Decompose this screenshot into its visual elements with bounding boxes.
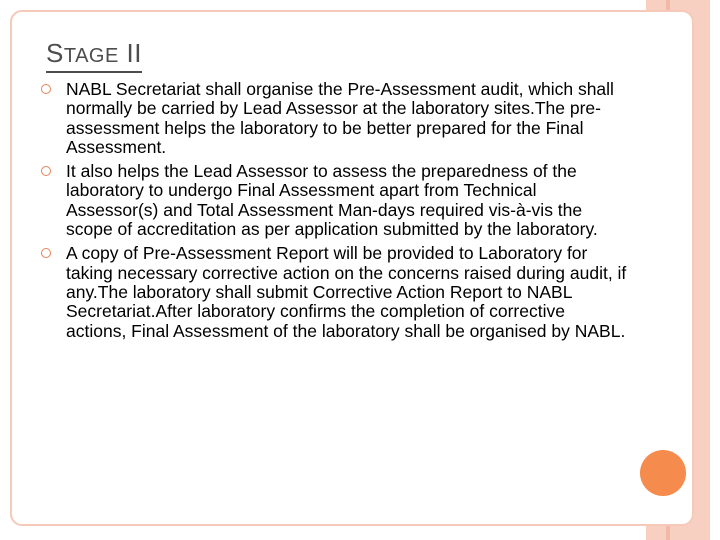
slide-title-numeral: II	[126, 38, 142, 68]
slide-title-rest: TAGE	[63, 45, 119, 67]
slide-title-initial: S	[46, 38, 64, 68]
list-item	[40, 244, 630, 340]
list-item	[40, 162, 630, 239]
list-item	[40, 80, 630, 157]
decorative-circle	[640, 450, 686, 496]
bullet-circle-icon	[41, 84, 51, 94]
bullet-text: It also helps the Lead Assessor to assess the preparedness of the laboratory to undergo Final Assessment apart from Technical Assessor(s) and Total Assessment Man-days required vis-à-vis the scope of accreditation as per application submitted by the laboratory.	[66, 161, 598, 240]
bullet-circle-icon	[41, 166, 51, 176]
bullet-text: NABL Secretariat shall organise the Pre-Assessment audit, which shall normally be carried by Lead Assessor at the laboratory sites.The pre-assessment helps the laboratory to be better prepared for the Final Assessment.	[66, 79, 614, 157]
slide-title	[46, 38, 142, 73]
bullet-circle-icon	[41, 248, 51, 258]
bullet-text: A copy of Pre-Assessment Report will be provided to Laboratory for taking necessary corrective action on the concerns raised during audit, if any.The laboratory shall submit Corrective Action Report to NABL Secretariat.After laboratory confirms the completion of corrective actions, Final Assessment of the laboratory shall be organised by NABL.	[66, 243, 627, 341]
bullet-list	[40, 80, 630, 346]
